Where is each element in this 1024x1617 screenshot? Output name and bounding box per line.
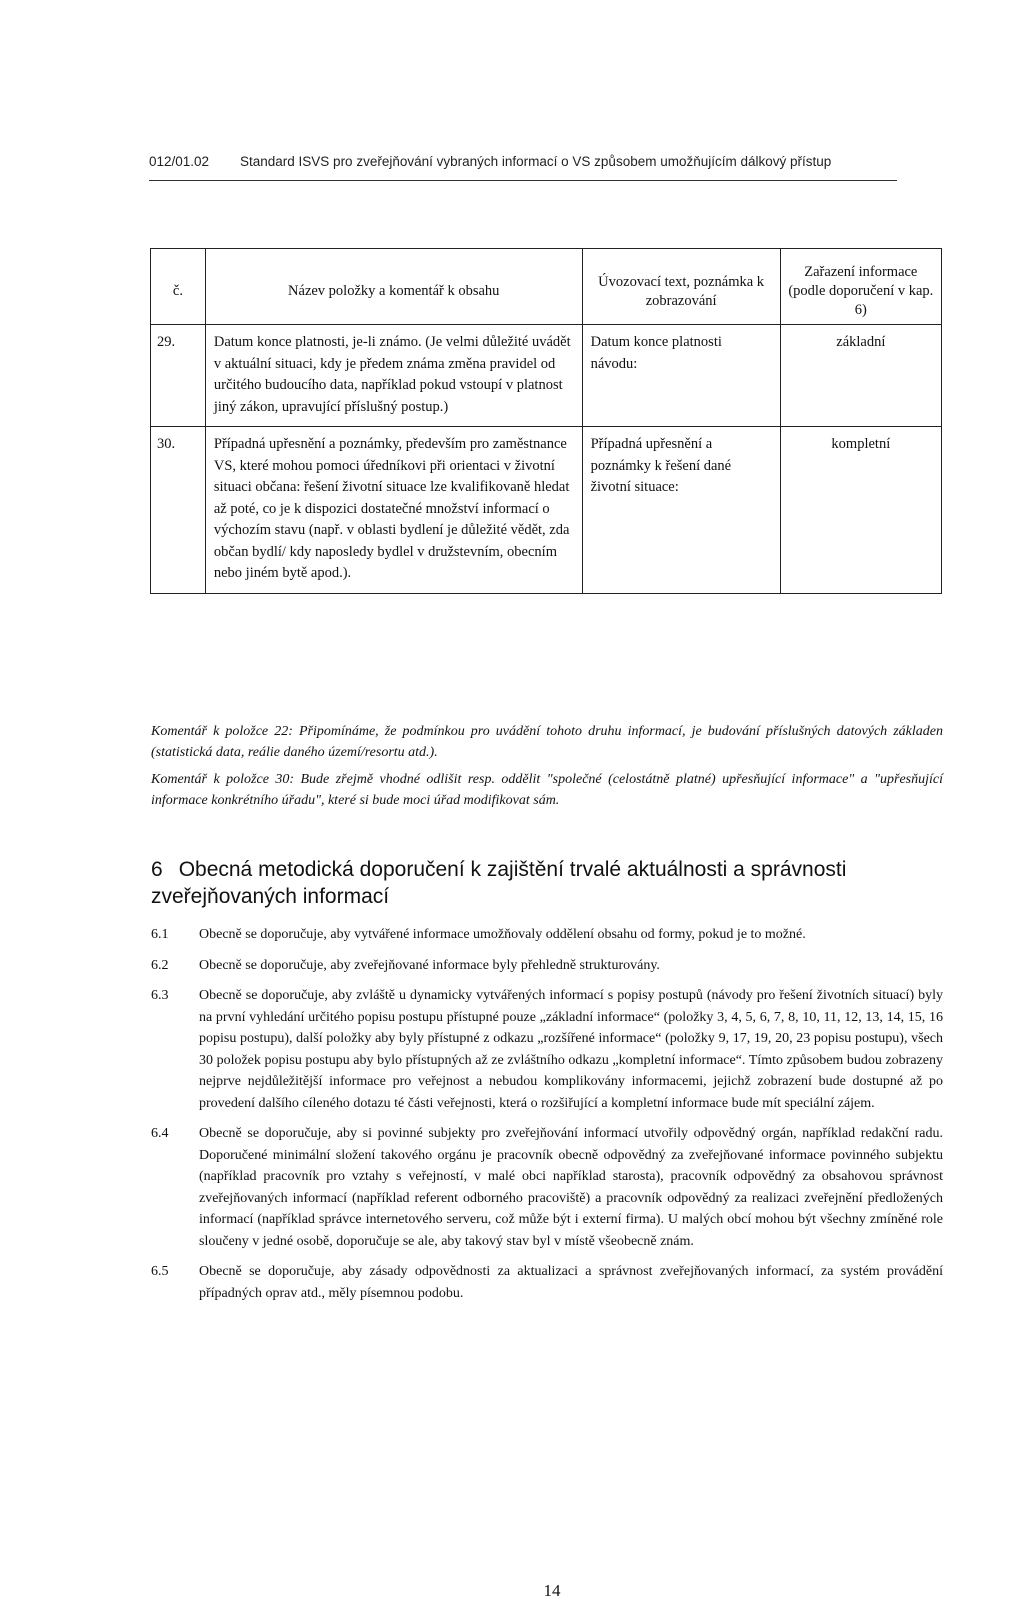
column-header-name: Název položky a komentář k obsahu — [205, 249, 582, 325]
section-number: 6 — [151, 858, 163, 881]
list-item — [151, 924, 943, 946]
row-classification: kompletní — [780, 427, 941, 594]
table-row — [151, 427, 942, 594]
comments-block — [151, 721, 943, 817]
column-header-number: č. — [151, 249, 206, 325]
header-divider — [149, 180, 897, 181]
row-number: 30. — [151, 427, 206, 594]
list-item-text: Obecně se doporučuje, aby zásady odpovědnosti za aktualizaci a správnost zveřejňovaných informací, za systém provádění případných oprav atd., měly písemnou podobu. — [199, 1264, 943, 1301]
list-item-text: Obecně se doporučuje, aby si povinné subjekty pro zveřejňování informací utvořily odpovědný orgán, například redakční radu. Doporučené minimální složení takového orgánu je pracovník obecně odpovědný za zveřejňované informace povinného subjektu (například pracovník pro vztahy s veřejností, v malé obci například starosta), pracovník odpovědný za obsahovou správnost zveřejňovaných informací (například referent odborného pracoviště) a pracovník odpovědný za realizaci zveřejnění předložených informací (například správce internetového serveru, což může být i externí firma). U malých obcí mohou být všechny zmíněné role sloučeny v jedné osobě, doporučuje se ale, aby takový stav byl v místě všeobecně znám. — [199, 1126, 943, 1249]
row-name: Případná upřesnění a poznámky, především pro zaměstnance VS, které mohou pomoci úředníkovi při orientaci v životní situaci občana: řešení životní situace lze kvalifikovaně hledat až poté, co je k dispozici dostatečné množství informací o výchozím stavu (např. v oblasti bydlení je důležité vědět, zda občan bydlí/ kdy naposledy bydlel v družstevním, obecním nebo jiném bytě apod.). — [205, 427, 582, 594]
recommendations-list — [151, 924, 943, 1313]
row-intro-text: Datum konce platnosti návodu: — [582, 325, 780, 427]
column-header-classification: Zařazení informace (podle doporučení v kap. 6) — [780, 249, 941, 325]
list-item-number: 6.3 — [151, 988, 169, 1003]
section-heading — [151, 856, 951, 910]
list-item-text: Obecně se doporučuje, aby zvláště u dynamicky vytvářených informací s popisy postupů (návody pro řešení životních situací) byly na první vyhledání určitého popisu postupu přístupné pouze „základní informace“ (položky 3, 4, 5, 6, 7, 8, 10, 11, 12, 13, 14, 15, 16 popisu postupu), další položky aby byly přístupné z odkazu „rozšířené informace“ (položky 9, 17, 19, 20, 23 popisu postupu), všech 30 položek popisu postupu aby bylo přístupných až ze zvláštního odkazu „kompletní informace“. Tímto způsobem budou zobrazeny nejprve nejdůležitější informace pro veřejnost a nebudou komplikovány informacemi, jejichž zobrazení bude dostupné až po provedení dalšího cíleného dotazu té části veřejnosti, která o rozšiřující a kompletní informace bude mít speciální zájem. — [199, 988, 943, 1111]
row-name: Datum konce platnosti, je-li známo. (Je velmi důležité uvádět v aktuální situaci, kdy je předem známa změna pravidel od určitého budoucího data, například pokud vstoupí v platnost jiný zákon, upravující příslušný postup.) — [205, 325, 582, 427]
list-item — [151, 1261, 943, 1304]
list-item — [151, 985, 943, 1114]
list-item — [151, 1123, 943, 1252]
section-title: Obecná metodická doporučení k zajištění trvalé aktuálnosti a správnosti zveřejňovaných informací — [151, 858, 847, 908]
column-header-intro-text: Úvozovací text, poznámka k zobrazování — [582, 249, 780, 325]
row-classification: základní — [780, 325, 941, 427]
list-item-number: 6.5 — [151, 1264, 169, 1279]
row-intro-text: Případná upřesnění a poznámky k řešení dané životní situace: — [582, 427, 780, 594]
list-item — [151, 955, 943, 977]
list-item-text: Obecně se doporučuje, aby vytvářené informace umožňovaly oddělení obsahu od formy, pokud je to možné. — [199, 927, 806, 942]
list-item-number: 6.2 — [151, 957, 169, 973]
row-number: 29. — [151, 325, 206, 427]
page-number: 14 — [543, 1581, 561, 1600]
items-table — [150, 248, 942, 594]
comment-paragraph: Komentář k položce 22: Připomínáme, že podmínkou pro uvádění tohoto druhu informací, je budování příslušných datových základen (statistická data, reálie daného území/resortu atd.). — [151, 724, 943, 760]
comment-paragraph: Komentář k položce 30: Bude zřejmě vhodné odlišit resp. oddělit "společné (celostátně platné) upřesňující informace" a "upřesňující informace konkrétního úřadu", které si bude moci úřad modifikovat sám. — [151, 772, 943, 808]
document-code: 012/01.02 — [149, 154, 210, 169]
list-item-number: 6.1 — [151, 927, 169, 942]
document-title: Standard ISVS pro zveřejňování vybraných informací o VS způsobem umožňujícím dálkový přístup — [240, 154, 832, 169]
table-header-row — [151, 249, 942, 325]
list-item-text: Obecně se doporučuje, aby zveřejňované informace byly přehledně strukturovány. — [199, 957, 660, 973]
list-item-number: 6.4 — [151, 1126, 169, 1141]
table-row — [151, 325, 942, 427]
